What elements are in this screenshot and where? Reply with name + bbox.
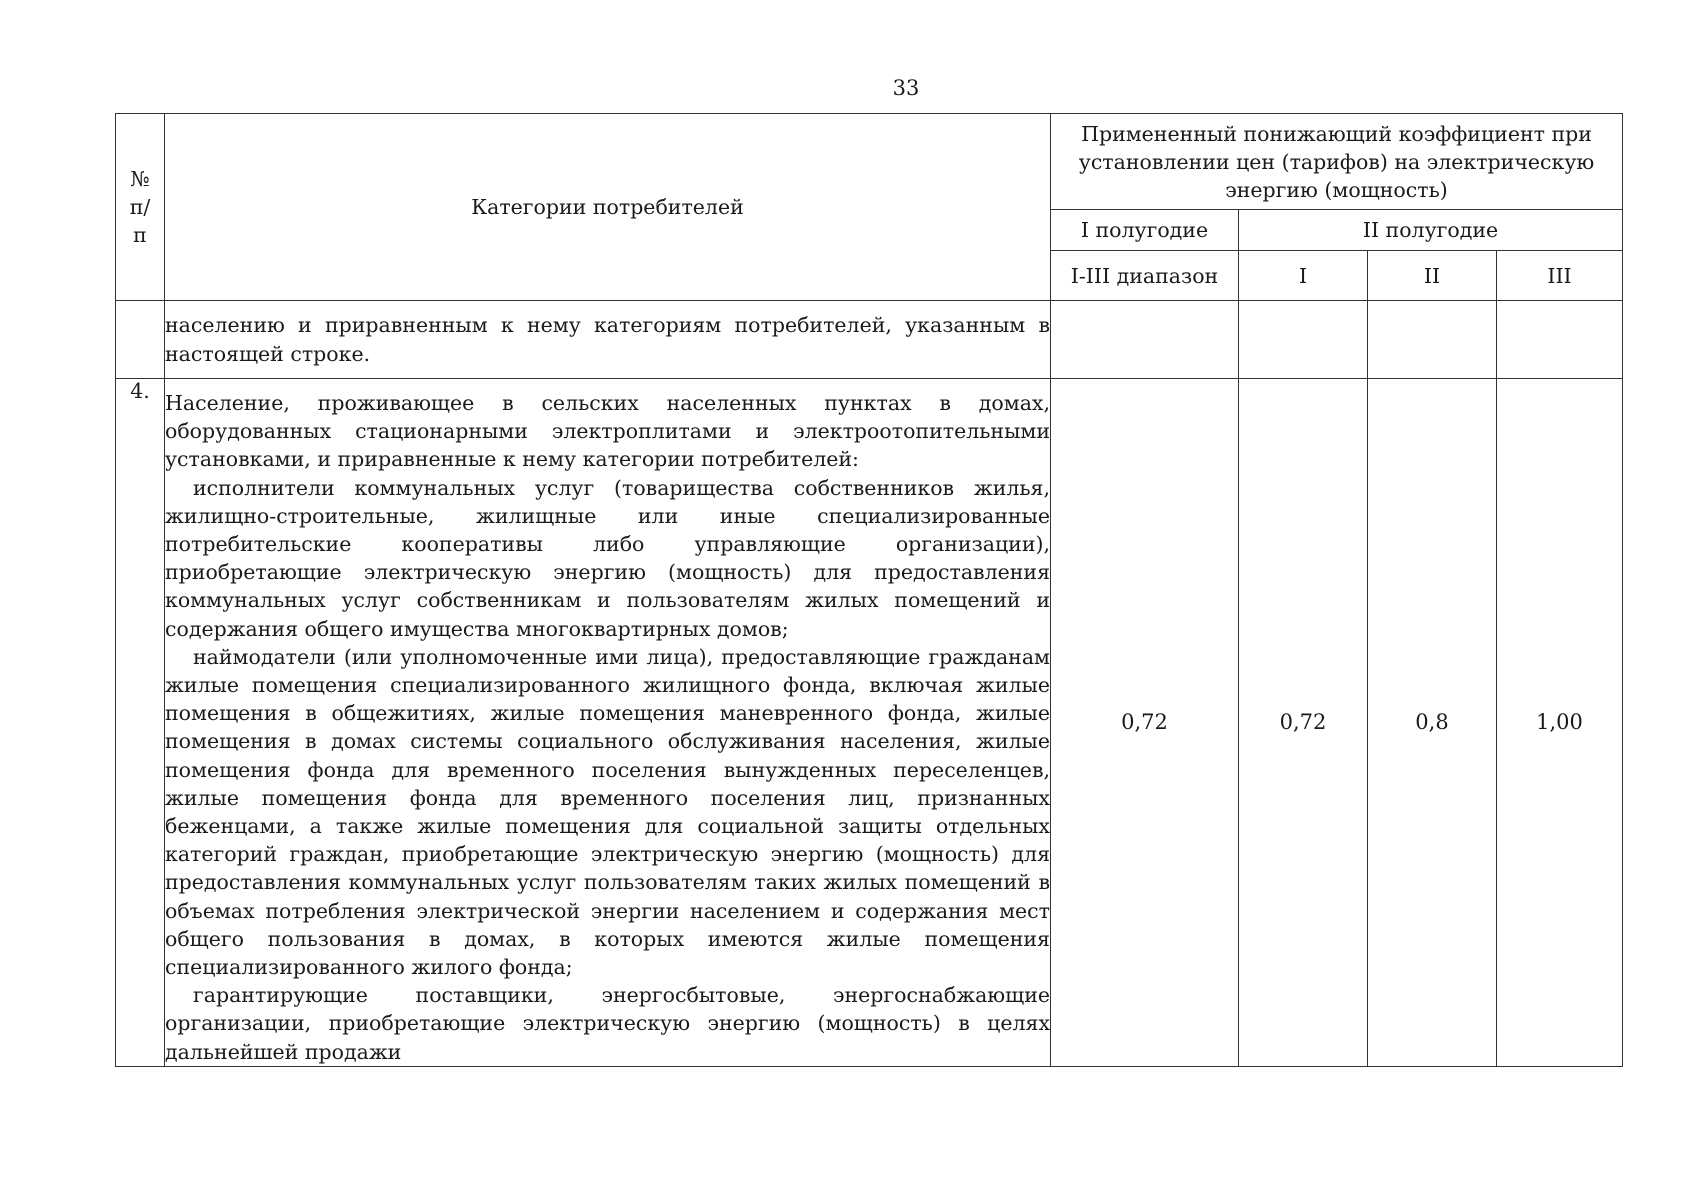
row-value-range-3 (1497, 301, 1623, 379)
header-num-label: № п/п (129, 167, 151, 247)
page-number: 33 (892, 76, 920, 100)
row-category-paragraph: исполнители коммунальных услуг (товарищества собственников жилья, жилищно-строительные, жилищные или иные специализированные потребительские кооперативы либо управляющие организации), приобретающие электрическую энергию (мощность) для предоставления коммунальных услуг собственникам и пользователям жилых помещений и содержания общего имущества многоквартирных домов; (165, 475, 1050, 641)
header-coefficient-label: Примененный понижающий коэффициент при установлении цен (тарифов) на электрическую энергию (мощность) (1078, 121, 1595, 202)
row-category-text (165, 301, 1051, 379)
header-range-1: I (1239, 251, 1368, 301)
header-half1: I полугодие (1051, 210, 1239, 251)
header-category (165, 114, 1051, 301)
row-category-paragraph: населению и приравненным к нему категориям потребителей, указанным в настоящей строке. (165, 313, 1050, 366)
row-value-range-2 (1368, 301, 1497, 379)
row-category-paragraph: Население, проживающее в сельских населенных пунктах в домах, оборудованных стационарными электроплитами и электроотопительными установками, и приравненные к нему категории потребителей: (165, 391, 1050, 472)
row-number (116, 301, 165, 379)
header-category-label: Категории потребителей (471, 195, 744, 219)
header-num (116, 114, 165, 301)
table-row (116, 301, 1623, 379)
row-category-text (165, 379, 1051, 1067)
header-range-all: I-III диапазон (1051, 251, 1239, 301)
header-range-3: III (1497, 251, 1623, 301)
row-value-range-all: 0,72 (1051, 379, 1239, 1067)
row-value-range-1 (1239, 301, 1368, 379)
row-value-range-2: 0,8 (1368, 379, 1497, 1067)
header-row-1 (116, 114, 1623, 210)
row-number: 4. (116, 379, 165, 1067)
table-row (116, 379, 1623, 1067)
header-range-2: II (1368, 251, 1497, 301)
row-category-paragraph: гарантирующие поставщики, энергосбытовые, энергоснабжающие организации, приобретающие электрическую энергию (мощность) в целях дальнейшей продажи (165, 983, 1050, 1064)
row-value-range-1: 0,72 (1239, 379, 1368, 1067)
row-value-range-all (1051, 301, 1239, 379)
row-value-range-3: 1,00 (1497, 379, 1623, 1067)
header-half2: II полугодие (1239, 210, 1623, 251)
header-coefficient (1051, 114, 1623, 210)
tariff-table (115, 113, 1623, 1067)
row-category-paragraph: наймодатели (или уполномоченные ими лица), предоставляющие гражданам жилые помещения специализированного жилищного фонда, включая жилые помещения в общежитиях, жилые помещения маневренного фонда, жилые помещения в домах системы социального обслуживания населения, жилые помещения фонда для временного поселения вынужденных переселенцев, жилые помещения фонда для временного поселения лиц, признанных беженцами, а также жилые помещения для социальной защиты отдельных категорий граждан, приобретающие электрическую энергию (мощность) для предоставления коммунальных услуг пользователям таких жилых помещений в объемах потребления электрической энергии населением и содержания мест общего пользования в домах, в которых имеются жилые помещения специализированного жилого фонда; (165, 644, 1050, 980)
